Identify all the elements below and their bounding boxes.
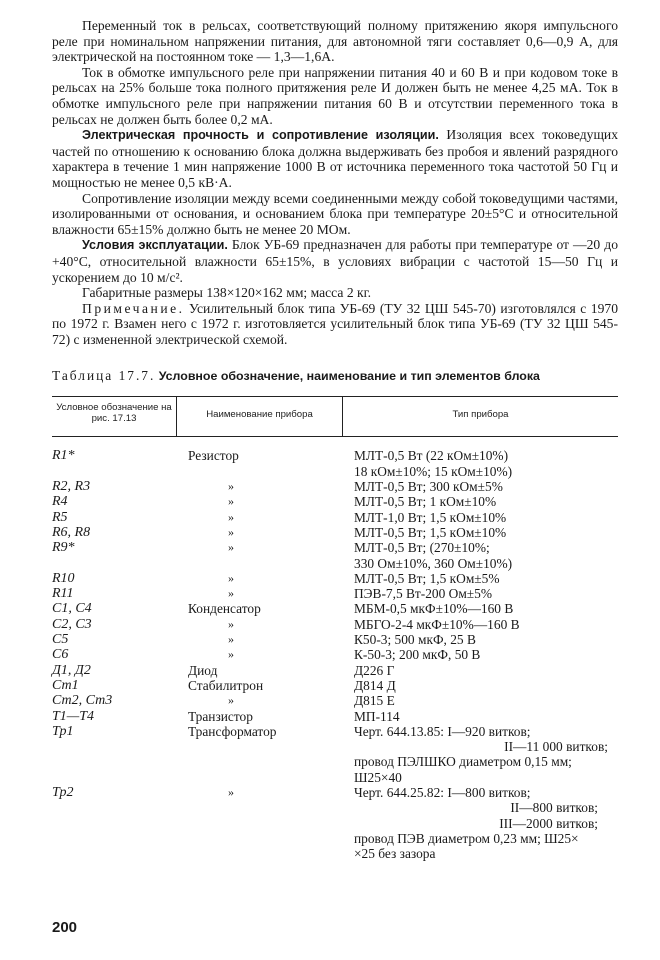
row-designation: R9* — [52, 540, 75, 556]
body-text — [52, 18, 618, 301]
row-device-name: Конденсатор — [188, 601, 261, 617]
row-device-name: » — [228, 540, 234, 555]
paragraph — [52, 285, 618, 301]
row-designation: R11 — [52, 586, 74, 602]
paragraph — [52, 65, 618, 127]
row-device-name: » — [228, 509, 234, 524]
row-designation: C1, C4 — [52, 601, 92, 617]
row-designation: R1* — [52, 448, 75, 464]
row-device-type: МЛТ-0,5 Вт; (270±10%; — [354, 540, 490, 556]
paragraph-text: Изоляция всех токоведущих частей по отношению к основанию блока должна выдерживать без пробоя и явлений разрядного характера в течение 1 мин напряжение 1000 В от источника переменного тока частотой 50 Гц и мощностью не менее 0,5 кВ·А. — [52, 127, 618, 190]
paragraph — [52, 18, 618, 65]
row-designation: C6 — [52, 647, 69, 663]
row-device-type: МЛТ-0,5 Вт; 1 кОм±10% — [354, 494, 497, 510]
row-device-type: ×25 без зазора — [354, 846, 436, 862]
row-designation: R2, R3 — [52, 479, 91, 495]
row-device-type: II—11 000 витков; — [504, 739, 608, 755]
paragraph — [52, 127, 618, 190]
header-device-type: Тип прибора — [452, 409, 509, 421]
row-device-name: » — [228, 647, 234, 662]
paragraph — [52, 237, 618, 285]
row-device-name: Стабилитрон — [188, 677, 264, 693]
row-device-name: Резистор — [188, 448, 239, 464]
row-designation: Т1—Т4 — [52, 708, 95, 724]
paragraph — [52, 191, 618, 238]
row-device-type: Ш25×40 — [354, 769, 402, 785]
row-device-type: III—2000 витков; — [499, 815, 598, 831]
row-device-type: Черт. 644.25.82: I—800 витков; — [354, 785, 531, 801]
row-device-type: К50-3; 500 мкФ, 25 В — [354, 632, 476, 648]
row-designation: Ст1 — [52, 677, 79, 693]
note-label: Примечание. — [82, 300, 185, 316]
row-device-type: Д226 Г — [354, 662, 395, 678]
row-designation: Ст2, Ст3 — [52, 693, 113, 709]
row-device-type: Д815 Е — [354, 693, 395, 709]
table-top-rule — [52, 396, 618, 397]
elements-table — [52, 396, 618, 862]
row-device-type: МЛТ-0,5 Вт; 1,5 кОм±10% — [354, 524, 507, 540]
row-device-name: » — [228, 586, 234, 601]
note-paragraph — [52, 301, 618, 348]
row-device-name: » — [228, 632, 234, 647]
row-device-name: » — [228, 494, 234, 509]
row-designation: C2, C3 — [52, 616, 92, 632]
row-device-type: Д814 Д — [354, 677, 396, 693]
paragraph-text: Блок УБ-69 предназначен для работы при температуре от —20 до +40°С, относительной влажности 65±15%, в условиях вибрации с частотой 15—50 Гц и ускорением до 10 м/с². — [52, 237, 618, 285]
header-designation: Условное обозначение на рис. 17.13 — [56, 402, 172, 425]
row-device-name: Диод — [188, 662, 218, 678]
row-device-name: » — [228, 616, 234, 631]
table-caption-title: Условное обозначение, наименование и тип элементов блока — [158, 369, 540, 384]
row-device-type: МБГО-2-4 мкФ±10%—160 В — [354, 616, 520, 632]
row-device-name: » — [228, 570, 234, 585]
row-designation: Тр2 — [52, 785, 74, 801]
row-device-type: провод ПЭЛШКО диаметром 0,15 мм; — [354, 754, 572, 770]
row-designation: R10 — [52, 570, 75, 586]
row-device-type: ПЭВ-7,5 Вт-200 Ом±5% — [354, 586, 493, 602]
row-device-type: МП-114 — [354, 708, 400, 724]
row-device-type: МЛТ-0,5 Вт (22 кОм±10%) — [354, 448, 509, 464]
row-device-name: Трансформатор — [188, 723, 277, 739]
row-device-name: Транзистор — [188, 708, 253, 724]
row-designation: Д1, Д2 — [52, 662, 91, 678]
row-designation: R4 — [52, 494, 68, 510]
row-device-type: К-50-3; 200 мкФ, 50 В — [354, 647, 481, 663]
row-device-type: 18 кОм±10%; 15 кОм±10%) — [354, 463, 513, 479]
note-text: Усилительный блок типа УБ-69 (ТУ 32 ЦШ 545-70) изготовлялся с 1970 по 1972 г. Взамен него с 1972 г. изготовляется усилительный блок типа УБ-69 (ТУ 32 ЦШ 545-72) с измененной электрической схемой. — [52, 300, 618, 347]
row-designation: R5 — [52, 509, 68, 525]
header-device-name: Наименование прибора — [206, 409, 313, 421]
paragraph-text: Ток в обмотке импульсного реле при напряжении питания 40 и 60 В и при кодовом токе в рельсах на 25% больше тока полного притяжения реле И должен быть не менее 4,25 мА. Ток в обмотке импульсного реле при напряжении питания 60 В и отсутствии переменного тока в рельсах не должен быть более 0,2 мА. — [52, 64, 618, 127]
row-device-type: МЛТ-0,5 Вт; 300 кОм±5% — [354, 479, 503, 495]
paragraph-text: Сопротивление изоляции между всеми соединенными между собой токоведущими частями, изолированными от основания, и основанием блока при температуре 20±5°С и относительной влажности 65±15% должно быть не менее 20 МОм. — [52, 190, 618, 237]
paragraph-heading: Электрическая прочность и сопротивление изоляции. — [82, 128, 439, 143]
row-designation: R6, R8 — [52, 524, 91, 540]
paragraph-heading: Условия эксплуатации. — [82, 238, 228, 253]
row-device-name: » — [228, 785, 234, 800]
table-caption-label: Таблица 17.7. — [52, 368, 156, 384]
row-device-type: МЛТ-1,0 Вт; 1,5 кОм±10% — [354, 509, 507, 525]
paragraph-text: Переменный ток в рельсах, соответствующий полному притяжению якоря импульсного реле при номинальном напряжении питания, для автономной тяги составляет 0,6—0,9 А, для электрической на постоянном токе — 1,3—1,6А. — [52, 18, 618, 65]
row-device-name: » — [228, 524, 234, 539]
row-device-type: 330 Ом±10%, 360 Ом±10%) — [354, 555, 513, 571]
row-designation: Тр1 — [52, 723, 74, 739]
page-number: 200 — [52, 919, 78, 936]
paragraph-text: Габаритные размеры 138×120×162 мм; масса 2 кг. — [82, 285, 372, 301]
row-device-type: МЛТ-0,5 Вт; 1,5 кОм±5% — [354, 570, 500, 586]
page-content — [52, 18, 618, 862]
row-device-type: МБМ-0,5 мкФ±10%—160 В — [354, 601, 514, 617]
row-device-name: » — [228, 693, 234, 708]
row-device-type: Черт. 644.13.85: I—920 витков; — [354, 723, 531, 739]
table-caption — [52, 368, 618, 384]
row-device-type: II—800 витков; — [510, 800, 598, 816]
row-device-name: » — [228, 479, 234, 494]
row-device-type: провод ПЭВ диаметром 0,23 мм; Ш25× — [354, 830, 579, 846]
row-designation: C5 — [52, 632, 69, 648]
table-header-rule — [52, 436, 618, 437]
